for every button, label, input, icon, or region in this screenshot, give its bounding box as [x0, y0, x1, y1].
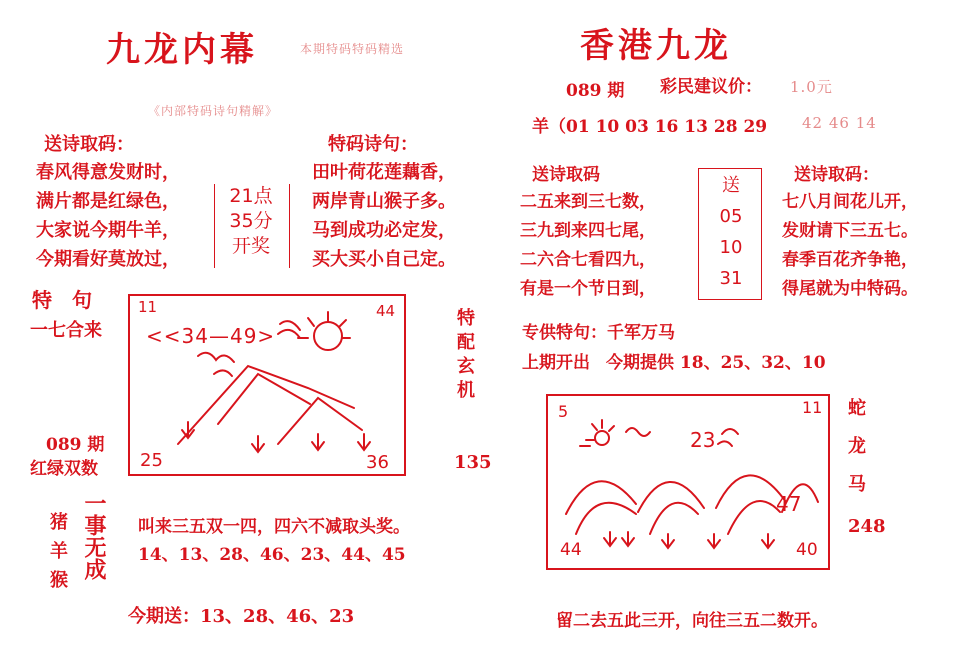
wave-squiggle: [718, 429, 738, 446]
poem-line: 发财请下三五七。: [782, 221, 918, 241]
left-subtitle-faint: 本期特码特码精选: [300, 42, 405, 56]
send-box-head: 送: [722, 175, 740, 196]
cloud-squiggle: [278, 321, 300, 338]
poem-line: 三九到来四七尾，: [520, 221, 656, 241]
special-value: 一七合来: [30, 320, 102, 341]
time-hour: 21点: [229, 185, 273, 207]
time-box-text: [220, 184, 282, 259]
send-line: 今期送：13、28、46、23: [128, 606, 355, 627]
poem-line: 满片都是红绿色，: [36, 191, 180, 212]
left-side-number: 135: [454, 452, 492, 473]
sheep-line: 羊（01 10 03 16 13 28 29: [532, 117, 768, 137]
right-poem-right: [782, 188, 918, 304]
zodiac-left: [50, 508, 68, 595]
send-box-num: 10: [719, 237, 743, 258]
price-label: 彩民建议价：: [660, 77, 762, 97]
left-sketch: [128, 294, 402, 472]
right-poem-left-label: 送诗取码: [532, 165, 600, 185]
special-label: 特 句: [32, 288, 92, 312]
left-title: 九龙内幕: [106, 30, 258, 70]
zodiac-item: 猴: [50, 570, 68, 591]
right-corner-bl: 44: [560, 540, 582, 560]
right-poem-right-label: 送诗取码：: [794, 165, 879, 185]
mountain-line: [218, 374, 310, 424]
poem-line: 春风得意发财时，: [36, 162, 180, 183]
left-corner-bl: 25: [140, 450, 163, 471]
send-box-text: [700, 170, 762, 294]
left-poem-left: [36, 158, 180, 274]
arrow-mark: [252, 436, 264, 452]
arrow-mark: [762, 534, 774, 548]
zodiac-item: 羊: [50, 541, 68, 562]
right-corner-tr: 11: [802, 398, 823, 417]
arrow-mark: [358, 434, 370, 450]
right-mark-num: 47: [776, 492, 802, 516]
left-poem-right-label: 特码诗句：: [328, 134, 418, 155]
right-bottom-line: 留二去五此三开，向往三五二数开。: [556, 611, 828, 631]
arrow-mark: [662, 534, 674, 548]
big-vertical: 一事无成: [81, 492, 107, 580]
poem-line: 田叶荷花莲藕香，: [312, 162, 456, 183]
send-box-num: 05: [719, 206, 743, 227]
call-line: 叫来三五双一四，四六不减取头奖。: [138, 517, 410, 537]
side-vertical: 特配玄机: [454, 308, 475, 404]
poem-line: 马到成功必定发，: [312, 220, 456, 241]
last-line-a: 上期开出: [522, 353, 590, 373]
zodiac-right: [848, 390, 866, 504]
special-line: 专供特句：千军万马: [522, 323, 675, 343]
right-mark-mid: 23: [690, 428, 716, 452]
hill-arc: [566, 481, 636, 534]
right-issue: 089 期: [566, 81, 625, 101]
right-side-number: 248: [848, 516, 886, 537]
arrow-mark: [622, 532, 634, 546]
zodiac-item: 蛇: [848, 398, 866, 419]
zodiac-item: 猪: [50, 512, 68, 533]
left-quote-faint: 《内部特码诗句精解》: [148, 104, 279, 118]
arrow-mark: [708, 534, 720, 548]
left-poem-left-label: 送诗取码：: [44, 134, 134, 155]
send-box-num: 31: [719, 268, 743, 289]
wave-squiggle: [214, 370, 232, 376]
left-corner-tl: 11: [138, 298, 158, 316]
left-issue: 089 期: [46, 435, 105, 455]
poem-line: 有是一个节日到，: [520, 279, 656, 299]
last-line-b: 今期提供 18、25、32、10: [606, 353, 826, 373]
red-green-label: 红绿双数: [30, 459, 98, 479]
arrow-mark: [182, 422, 194, 438]
sun-shape: [314, 322, 342, 350]
sun-shape: [595, 431, 609, 445]
poem-line: 买大买小自己定。: [312, 249, 456, 270]
time-minute: 35分: [229, 210, 273, 232]
price-faint: 1.0元: [790, 78, 833, 96]
poem-line: 七八月间花儿开，: [782, 192, 918, 212]
poem-line: 两岸青山猴子多。: [312, 191, 456, 212]
poem-line: 二六合七看四九，: [520, 250, 656, 270]
poem-line: 得尾就为中特码。: [782, 279, 918, 299]
wave-squiggle: [198, 353, 234, 362]
left-corner-br: 36: [366, 452, 389, 473]
arrow-mark: [604, 532, 616, 546]
right-poem-left: [520, 188, 656, 304]
zodiac-item: 马: [848, 474, 866, 495]
right-corner-tl: 5: [558, 402, 569, 421]
zodiac-item: 龙: [848, 436, 866, 457]
sheep-faint: 42 46 14: [802, 114, 877, 132]
number-line: 14、13、28、46、23、44、45: [138, 545, 406, 565]
hill-arc: [638, 482, 704, 534]
left-corner-tr: 44: [376, 302, 396, 320]
mountain-line: [278, 398, 362, 444]
left-poem-right: [312, 158, 456, 274]
wave-squiggle: [626, 428, 650, 436]
left-scribble: <<34—49>: [146, 324, 276, 348]
hill-arc: [716, 475, 786, 534]
hill-arc: [782, 484, 818, 512]
arrow-mark: [312, 434, 324, 450]
right-title: 香港九龙: [580, 26, 732, 66]
poem-line: 今期看好莫放过，: [36, 249, 180, 270]
right-corner-br: 40: [796, 540, 818, 560]
time-draw: 开奖: [231, 235, 270, 257]
poem-line: 春季百花齐争艳，: [782, 250, 918, 270]
poem-line: 大家说今期牛羊，: [36, 220, 180, 241]
right-sketch: [546, 394, 826, 566]
poem-line: 二五来到三七数，: [520, 192, 656, 212]
